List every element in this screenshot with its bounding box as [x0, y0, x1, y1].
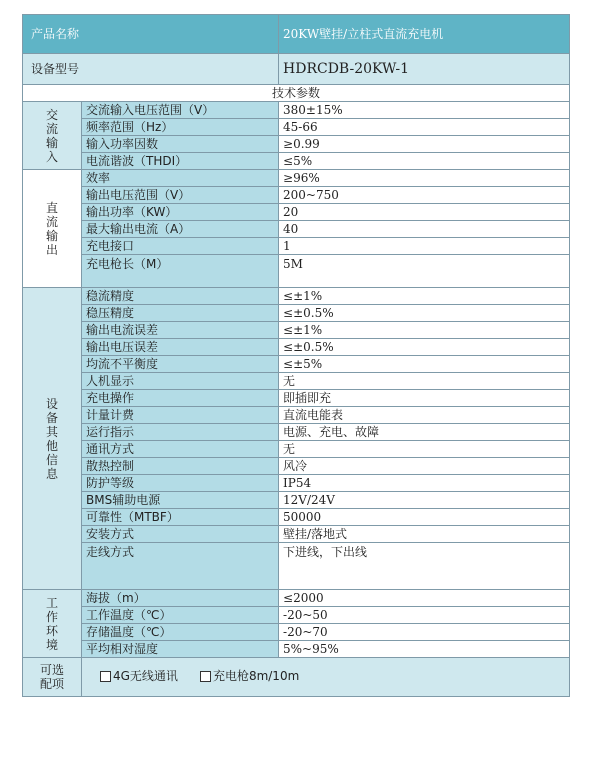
- other-param-label: 稳流精度: [82, 288, 279, 305]
- other-row: [23, 288, 570, 305]
- other-param-label: 运行指示: [82, 424, 279, 441]
- other-param-value: 12V/24V: [279, 492, 570, 509]
- other-param-label: 人机显示: [82, 373, 279, 390]
- other-param-value: 壁挂/落地式: [279, 526, 570, 543]
- dc-group-char: 出: [45, 242, 58, 257]
- ac-group-char: 输: [45, 135, 58, 150]
- other-param-label: 输出电压误差: [82, 339, 279, 356]
- option-item[interactable]: [200, 669, 299, 683]
- dc-param-label: 输出电压范围（V）: [82, 187, 279, 204]
- other-row: [23, 424, 570, 441]
- env-param-value: ≤2000: [279, 590, 570, 607]
- dc-param-value: ≥96%: [279, 170, 570, 187]
- spec-table: [22, 14, 569, 736]
- other-param-value: 无: [279, 441, 570, 458]
- option-checkbox[interactable]: [100, 671, 111, 682]
- other-param-label: 输出电流误差: [82, 322, 279, 339]
- ac-param-value: ≤5%: [279, 153, 570, 170]
- other-param-value: ≤±1%: [279, 322, 570, 339]
- env-row: [23, 590, 570, 607]
- dc-param-value: 5M: [279, 255, 570, 288]
- other-group-char: 息: [45, 466, 58, 481]
- ac-row: [23, 119, 570, 136]
- other-param-label: 计量计费: [82, 407, 279, 424]
- dc-row: [23, 255, 570, 288]
- dc-param-label: 效率: [82, 170, 279, 187]
- other-row: [23, 526, 570, 543]
- other-row: [23, 373, 570, 390]
- env-group-char: 工: [45, 595, 58, 610]
- other-group-char: 他: [45, 438, 58, 453]
- other-param-value: 即插即充: [279, 390, 570, 407]
- other-group-label: [23, 288, 82, 590]
- env-param-value: 5%~95%: [279, 641, 570, 658]
- dc-row: [23, 170, 570, 187]
- ac-param-label: 频率范围（Hz）: [82, 119, 279, 136]
- other-param-value: 直流电能表: [279, 407, 570, 424]
- other-param-value: IP54: [279, 475, 570, 492]
- other-row: [23, 322, 570, 339]
- other-row: [23, 509, 570, 526]
- other-param-value: 50000: [279, 509, 570, 526]
- tech-params-title: 技术参数: [23, 85, 570, 102]
- options-group-line: 配项: [39, 677, 64, 691]
- dc-group-char: 直: [45, 200, 58, 215]
- env-param-value: -20~70: [279, 624, 570, 641]
- other-param-value: 电源、充电、故障: [279, 424, 570, 441]
- option-label: 充电枪8m/10m: [212, 669, 300, 684]
- options-row: [23, 658, 570, 697]
- other-param-label: 散热控制: [82, 458, 279, 475]
- other-row: [23, 339, 570, 356]
- other-row: [23, 305, 570, 322]
- model-row: [23, 54, 570, 85]
- option-item[interactable]: [100, 669, 178, 683]
- env-row: [23, 641, 570, 658]
- other-param-label: 通讯方式: [82, 441, 279, 458]
- header-row: [23, 15, 570, 54]
- other-row: [23, 441, 570, 458]
- other-param-label: 防护等级: [82, 475, 279, 492]
- env-param-label: 海拔（m）: [82, 590, 279, 607]
- dc-row: [23, 221, 570, 238]
- dc-param-value: 40: [279, 221, 570, 238]
- env-param-value: -20~50: [279, 607, 570, 624]
- other-param-value: ≤±5%: [279, 356, 570, 373]
- other-group-char: 备: [45, 410, 58, 425]
- dc-param-value: 1: [279, 238, 570, 255]
- env-row: [23, 624, 570, 641]
- env-group-label: [23, 590, 82, 658]
- option-label: 4G无线通讯: [113, 669, 178, 684]
- ac-param-label: 电流谐波（THDI）: [82, 153, 279, 170]
- other-param-label: 安装方式: [82, 526, 279, 543]
- other-param-label: 稳压精度: [82, 305, 279, 322]
- env-param-label: 工作温度（℃）: [82, 607, 279, 624]
- product-name-value: 20KW壁挂/立柱式直流充电机: [279, 15, 570, 54]
- other-param-value: 无: [279, 373, 570, 390]
- dc-param-label: 最大输出电流（A）: [82, 221, 279, 238]
- env-group-char: 环: [45, 623, 58, 638]
- ac-row: [23, 102, 570, 119]
- dc-param-label: 输出功率（KW）: [82, 204, 279, 221]
- other-param-label: 均流不平衡度: [82, 356, 279, 373]
- options-group-label: [23, 658, 82, 697]
- dc-row: [23, 187, 570, 204]
- options-cell: [82, 658, 570, 697]
- other-row: [23, 356, 570, 373]
- dc-param-value: 200~750: [279, 187, 570, 204]
- dc-group-label: [23, 170, 82, 288]
- ac-param-label: 输入功率因数: [82, 136, 279, 153]
- model-label: 设备型号: [23, 54, 279, 85]
- options-group-line: 可选: [39, 663, 64, 677]
- other-row: [23, 475, 570, 492]
- env-param-label: 平均相对湿度: [82, 641, 279, 658]
- ac-param-value: 380±15%: [279, 102, 570, 119]
- other-row: [23, 492, 570, 509]
- other-row: [23, 407, 570, 424]
- ac-group-char: 交: [45, 107, 58, 122]
- ac-row: [23, 136, 570, 153]
- other-param-label: BMS辅助电源: [82, 492, 279, 509]
- dc-group-char: 流: [45, 214, 58, 229]
- env-group-char: 作: [45, 609, 58, 624]
- dc-group-char: 输: [45, 228, 58, 243]
- product-name-label: 产品名称: [23, 15, 279, 54]
- other-param-label: 走线方式: [82, 543, 279, 590]
- other-group-char: 其: [45, 424, 58, 439]
- ac-group-label: [23, 102, 82, 170]
- other-param-value: ≤±1%: [279, 288, 570, 305]
- env-param-label: 存储温度（℃）: [82, 624, 279, 641]
- other-param-label: 充电操作: [82, 390, 279, 407]
- other-param-value: ≤±0.5%: [279, 339, 570, 356]
- dc-param-value: 20: [279, 204, 570, 221]
- other-row: [23, 390, 570, 407]
- tech-params-row: [23, 85, 570, 102]
- ac-param-value: ≥0.99: [279, 136, 570, 153]
- other-group-char: 信: [45, 452, 58, 467]
- other-group-char: 设: [45, 396, 58, 411]
- other-param-value: 风冷: [279, 458, 570, 475]
- env-row: [23, 607, 570, 624]
- env-group-char: 境: [45, 637, 58, 652]
- ac-param-value: 45-66: [279, 119, 570, 136]
- other-row: [23, 458, 570, 475]
- other-param-value: 下进线，下出线: [279, 543, 570, 590]
- option-checkbox[interactable]: [200, 671, 211, 682]
- model-value: HDRCDB-20KW-1: [279, 54, 570, 85]
- dc-row: [23, 238, 570, 255]
- ac-row: [23, 153, 570, 170]
- other-param-value: ≤±0.5%: [279, 305, 570, 322]
- ac-group-char: 流: [45, 121, 58, 136]
- other-row: [23, 543, 570, 590]
- ac-group-char: 入: [45, 149, 58, 164]
- dc-param-label: 充电接口: [82, 238, 279, 255]
- ac-param-label: 交流输入电压范围（V）: [82, 102, 279, 119]
- other-param-label: 可靠性（MTBF）: [82, 509, 279, 526]
- dc-param-label: 充电枪长（M）: [82, 255, 279, 288]
- dc-row: [23, 204, 570, 221]
